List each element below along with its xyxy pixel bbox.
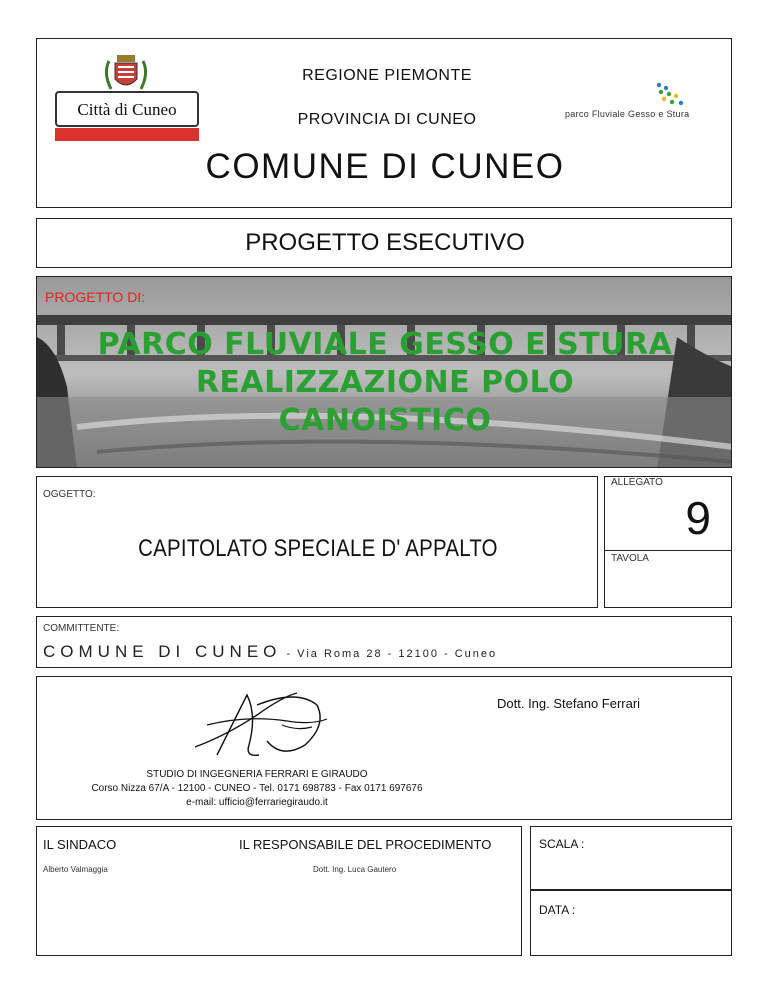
client-box (36, 616, 732, 668)
subject-box (36, 476, 598, 608)
scale-label: SCALA : (539, 837, 585, 851)
parco-fluviale-logo-icon (567, 77, 717, 137)
parco-logo-text: parco Fluviale Gesso e Stura (565, 109, 690, 119)
client-name-line (43, 642, 497, 662)
city-logo-text: Città di Cuneo (55, 91, 199, 127)
province-label: PROVINCIA DI CUNEO (297, 111, 477, 128)
subject-title: CAPITOLATO SPECIALE D' APPALTO (138, 535, 498, 562)
client-name: COMUNE DI CUNEO (43, 642, 282, 661)
client-label: COMMITTENTE: (43, 623, 120, 634)
manager-label: IL RESPONSABILE DEL PROCEDIMENTO (239, 837, 492, 852)
attachment-number: 9 (685, 492, 711, 544)
table-label: TAVOLA (611, 553, 649, 564)
client-address: - Via Roma 28 - 12100 - Cuneo (281, 648, 498, 660)
region-label: REGIONE PIEMONTE (302, 67, 472, 84)
project-label: PROGETTO DI: (45, 289, 146, 305)
date-box (530, 890, 732, 956)
phase-title: PROGETTO ESECUTIVO (245, 229, 525, 256)
project-title-line-3: CANOISTICO (278, 403, 492, 438)
mayor-name: Alberto Valmaggia (43, 865, 108, 874)
mayor-label: IL SINDACO (43, 837, 117, 852)
city-crest-icon (101, 53, 151, 93)
studio-address: Corso Nizza 67/A - 12100 - CUNEO - Tel. 0171 698783 - Fax 0171 697676 (91, 783, 423, 794)
project-title-line-2: REALIZZAZIONE POLO (195, 365, 575, 400)
attachment-label: ALLEGATO (611, 477, 663, 488)
phase-box (36, 218, 732, 268)
engineer-name: Dott. Ing. Stefano Ferrari (497, 696, 641, 711)
signatures-box (36, 826, 522, 956)
studio-name: STUDIO DI INGEGNERIA FERRARI E GIRAUDO (146, 769, 368, 780)
studio-logo-signature-icon (187, 685, 337, 763)
comune-title: COMUNE DI CUNEO (205, 147, 565, 186)
city-logo-bar (55, 128, 199, 141)
manager-name: Dott. Ing. Luca Gautero (313, 865, 397, 874)
divider (605, 550, 731, 551)
project-title-line-1: PARCO FLUVIALE GESSO E STURA (97, 327, 673, 362)
project-photo-band (36, 276, 732, 468)
studio-email: e-mail: ufficio@ferrariegiraudo.it (186, 797, 328, 808)
date-label: DATA : (539, 903, 576, 917)
header-box (36, 38, 732, 208)
attachment-box (604, 476, 732, 608)
scale-box (530, 826, 732, 890)
subject-label: OGGETTO: (43, 489, 96, 500)
studio-box (36, 676, 732, 820)
